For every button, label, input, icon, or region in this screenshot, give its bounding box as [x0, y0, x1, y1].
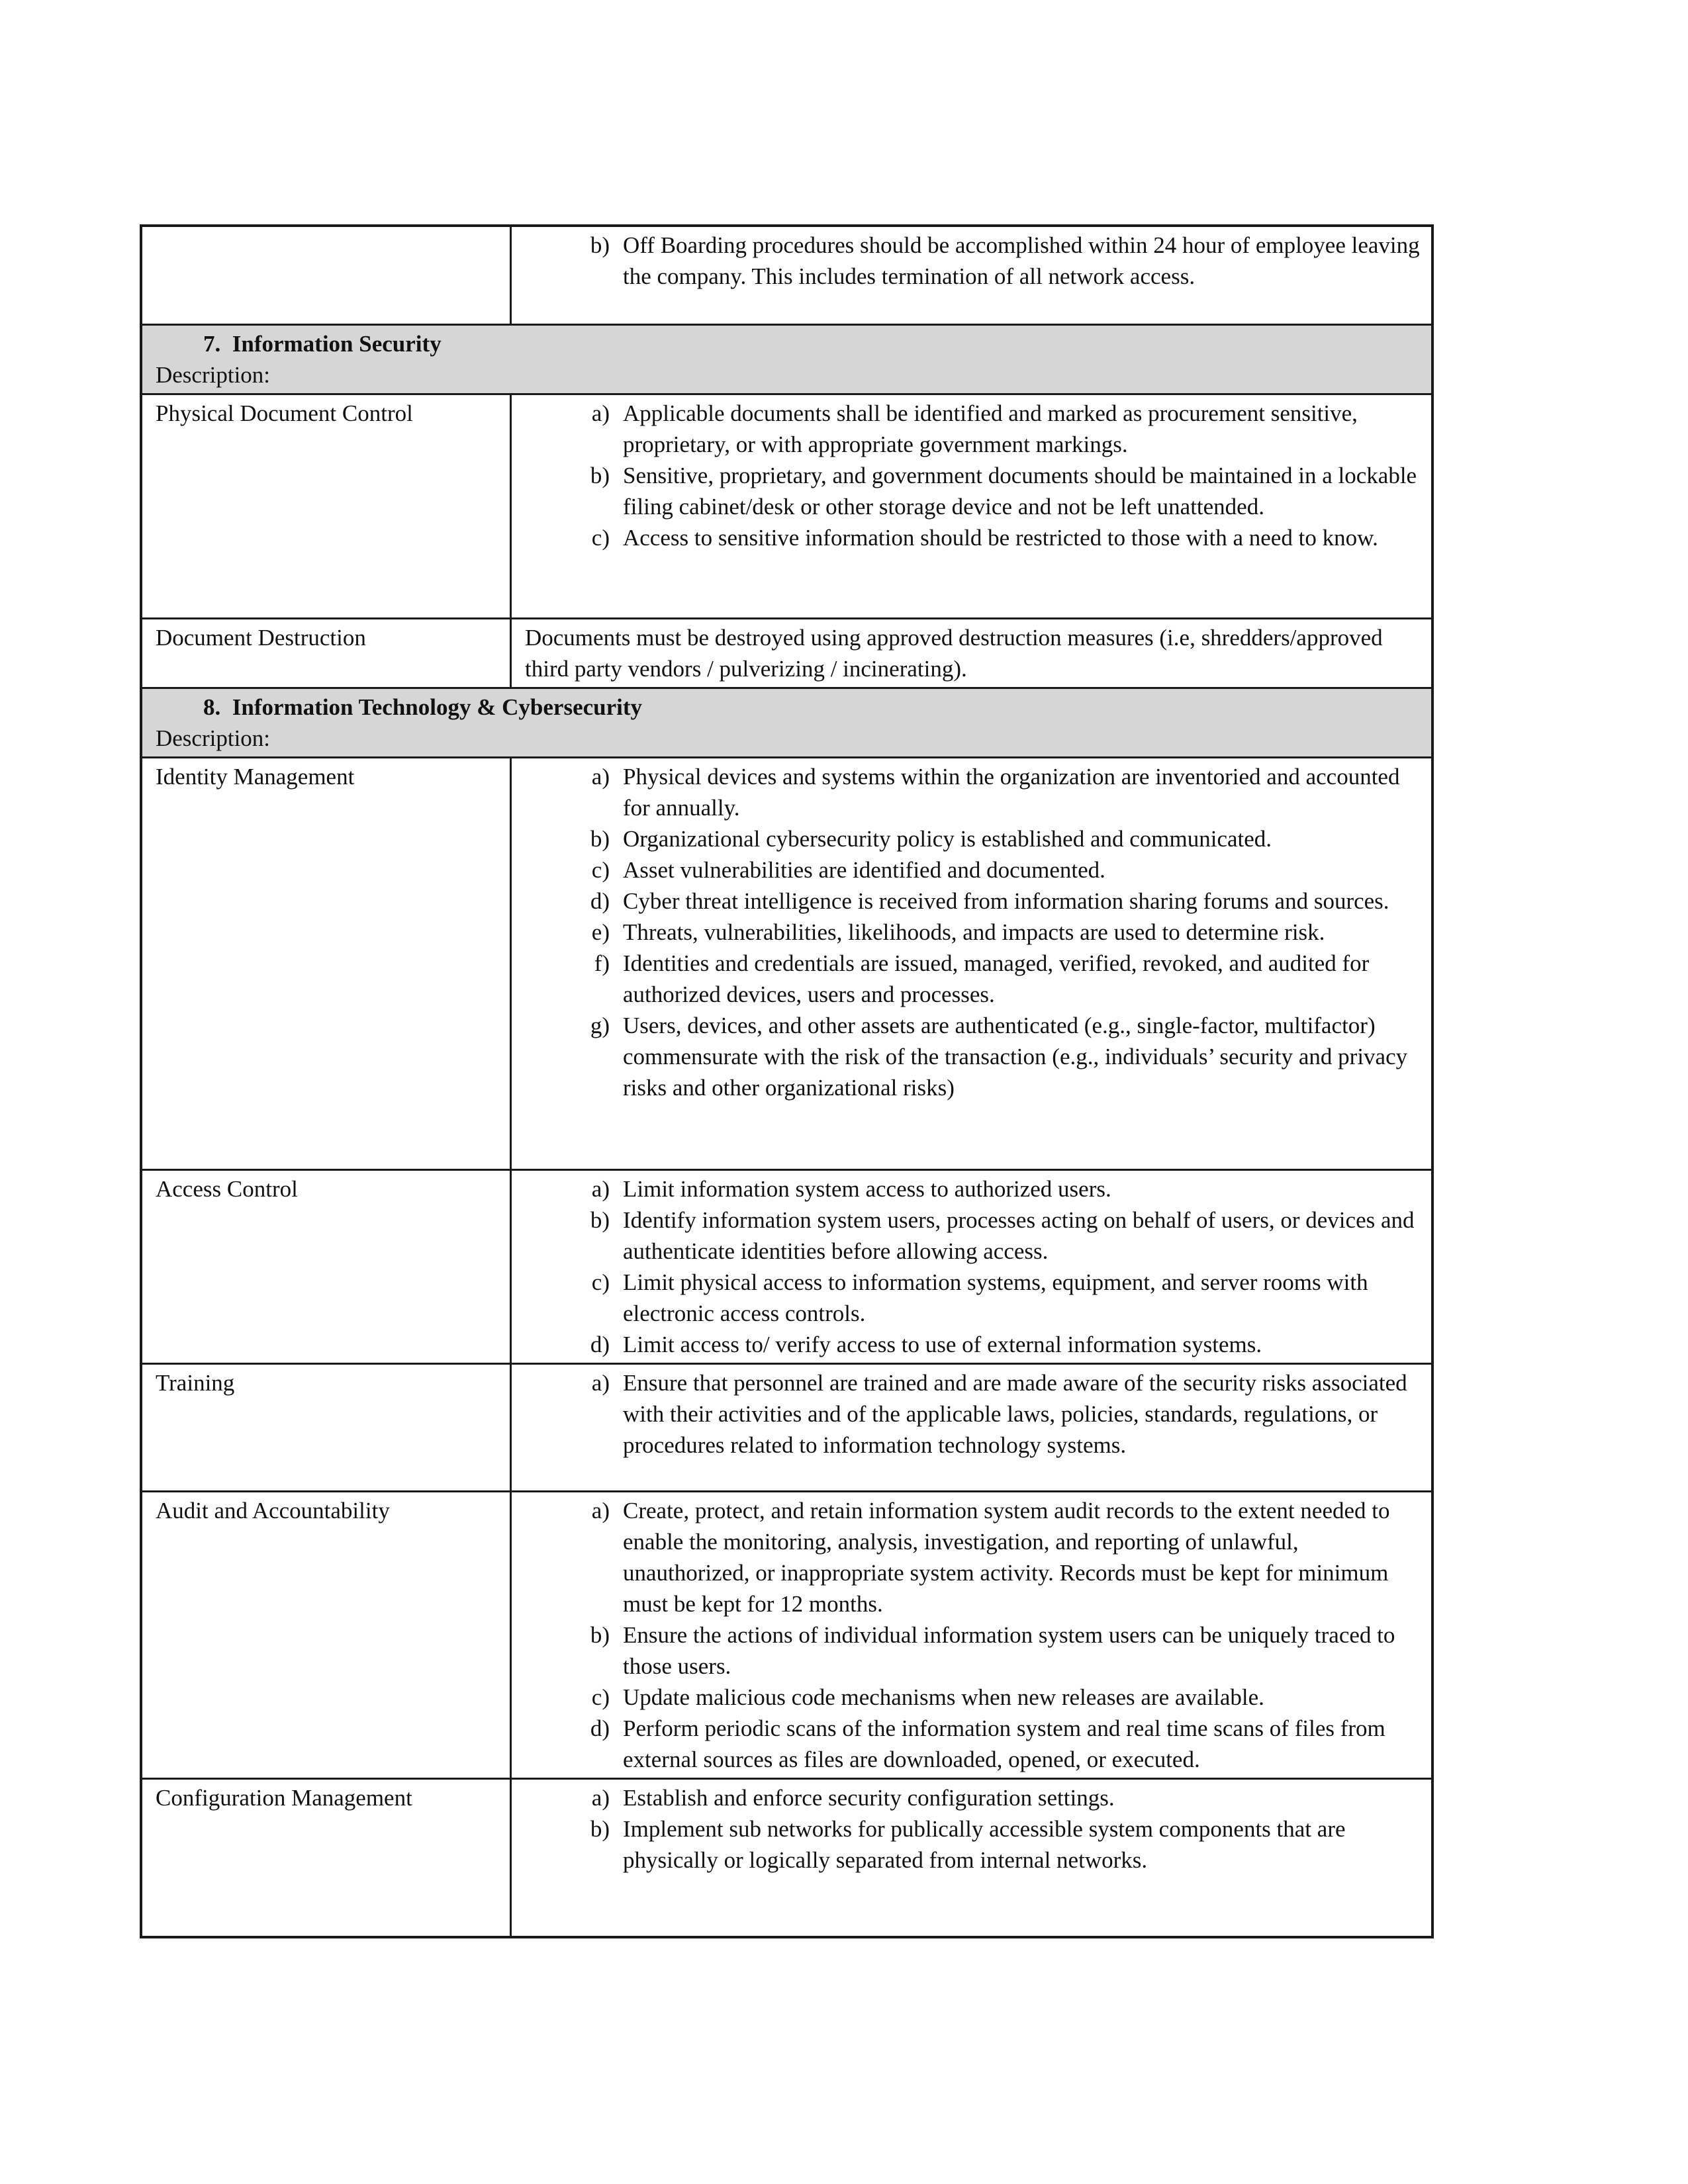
- section-header: [141, 688, 1432, 757]
- table-row: [141, 226, 1432, 324]
- item-text: Perform periodic scans of the information system and real time scans of files from external sources as files are downloaded, opened, or executed.: [623, 1715, 1385, 1772]
- item-list: [525, 230, 1421, 292]
- section-header-row: [141, 688, 1432, 757]
- row-label: Physical Document Control: [141, 394, 511, 618]
- item-text: Ensure that personnel are trained and are made aware of the security risks associated with their activities and of the applicable laws, policies, standards, regulations, or procedures related to information technology systems.: [623, 1369, 1407, 1458]
- item-text: Physical devices and systems within the organization are inventoried and accounted for annually.: [623, 763, 1400, 821]
- item-letter: g): [590, 1012, 610, 1038]
- row-label: Access Control: [141, 1169, 511, 1363]
- list-item: [525, 522, 1421, 553]
- item-letter: a): [591, 763, 610, 790]
- list-item: [525, 948, 1421, 1010]
- item-text: Asset vulnerabilities are identified and documented.: [623, 856, 1105, 883]
- list-item: [525, 1713, 1421, 1775]
- item-list: [525, 1173, 1421, 1360]
- list-item: [525, 1329, 1421, 1360]
- item-text: Users, devices, and other assets are authenticated (e.g., single-factor, multifactor) commensurate with the risk of the transaction (e.g., individuals’ security and privacy risks and other organizational risks): [623, 1012, 1408, 1101]
- list-item: [525, 1682, 1421, 1713]
- list-item: [525, 1813, 1421, 1876]
- item-letter: c): [591, 856, 610, 883]
- table-row: [141, 1491, 1432, 1778]
- row-content-text: Documents must be destroyed using approved destruction measures (i.e, shredders/approved third party vendors / pulverizing / incinerating).: [511, 618, 1433, 688]
- section-title: 7. Information Security: [203, 330, 442, 357]
- item-letter: d): [590, 887, 610, 914]
- section-description-label: Description:: [156, 361, 271, 388]
- item-letter: d): [590, 1331, 610, 1357]
- section-description-label: Description:: [156, 725, 271, 751]
- item-text: Ensure the actions of individual information system users can be uniquely traced to those users.: [623, 1621, 1395, 1679]
- row-label: Audit and Accountability: [141, 1491, 511, 1778]
- item-list: [525, 1495, 1421, 1775]
- item-list: [525, 1367, 1421, 1461]
- item-letter: e): [591, 919, 610, 945]
- item-text: Off Boarding procedures should be accomplished within 24 hour of employee leaving the company. This includes termination of all network access.: [623, 232, 1420, 289]
- item-letter: b): [590, 825, 610, 852]
- item-text: Update malicious code mechanisms when new releases are available.: [623, 1684, 1264, 1710]
- item-letter: a): [591, 1784, 610, 1811]
- list-item: [525, 1173, 1421, 1205]
- item-text: Sensitive, proprietary, and government documents should be maintained in a lockable filing cabinet/desk or other storage device and not be left unattended.: [623, 462, 1417, 520]
- item-text: Create, protect, and retain information system audit records to the extent needed to enable the monitoring, analysis, investigation, and reporting of unlawful, unauthorized, or inappropriate system activity. Records must be kept for minimum must be kept for 12 months.: [623, 1497, 1390, 1617]
- row-label: Identity Management: [141, 757, 511, 1169]
- item-letter: d): [590, 1715, 610, 1741]
- row-content: [511, 757, 1433, 1169]
- list-item: [525, 1495, 1421, 1619]
- item-letter: f): [594, 950, 610, 976]
- list-item: [525, 398, 1421, 460]
- row-label-empty: [141, 226, 511, 324]
- section-header: [141, 324, 1432, 394]
- list-item: [525, 1367, 1421, 1461]
- item-text: Establish and enforce security configuration settings.: [623, 1784, 1115, 1811]
- list-item: [525, 230, 1421, 292]
- item-letter: b): [590, 462, 610, 488]
- item-text: Access to sensitive information should be restricted to those with a need to know.: [623, 524, 1378, 551]
- row-content: [511, 394, 1433, 618]
- item-letter: a): [591, 1497, 610, 1524]
- section-title: 8. Information Technology & Cybersecurity: [203, 694, 643, 720]
- list-item: [525, 917, 1421, 948]
- item-letter: b): [590, 232, 610, 258]
- item-text: Limit physical access to information systems, equipment, and server rooms with electronic access controls.: [623, 1269, 1368, 1326]
- policy-table: [140, 224, 1434, 1938]
- row-label: Configuration Management: [141, 1778, 511, 1937]
- item-letter: c): [591, 524, 610, 551]
- item-letter: a): [591, 1175, 610, 1202]
- item-letter: a): [591, 400, 610, 426]
- item-text: Cyber threat intelligence is received from information sharing forums and sources.: [623, 887, 1389, 914]
- item-text: Limit information system access to authorized users.: [623, 1175, 1111, 1202]
- list-item: [525, 1205, 1421, 1267]
- table-row: [141, 1363, 1432, 1491]
- item-text: Identities and credentials are issued, managed, verified, revoked, and audited for authorized devices, users and processes.: [623, 950, 1370, 1007]
- item-letter: c): [591, 1269, 610, 1295]
- item-text: Identify information system users, processes acting on behalf of users, or devices and authenticate identities before allowing access.: [623, 1206, 1415, 1264]
- item-text: Applicable documents shall be identified and marked as procurement sensitive, proprietary, or with appropriate government markings.: [623, 400, 1358, 457]
- row-content: [511, 1491, 1433, 1778]
- item-list: [525, 761, 1421, 1103]
- list-item: [525, 460, 1421, 522]
- row-content: [511, 1169, 1433, 1363]
- list-item: [525, 1782, 1421, 1813]
- list-item: [525, 854, 1421, 886]
- list-item: [525, 886, 1421, 917]
- row-label: Training: [141, 1363, 511, 1491]
- row-content: [511, 1363, 1433, 1491]
- row-content: [511, 1778, 1433, 1937]
- item-letter: b): [590, 1815, 610, 1842]
- table-row: [141, 757, 1432, 1169]
- item-letter: b): [590, 1621, 610, 1648]
- section-header-row: [141, 324, 1432, 394]
- row-content: [511, 226, 1433, 324]
- item-list: [525, 1782, 1421, 1876]
- item-list: [525, 398, 1421, 553]
- table-row: [141, 1778, 1432, 1937]
- table-row: [141, 1169, 1432, 1363]
- item-letter: b): [590, 1206, 610, 1233]
- list-item: [525, 1010, 1421, 1103]
- item-letter: a): [591, 1369, 610, 1396]
- item-text: Threats, vulnerabilities, likelihoods, and impacts are used to determine risk.: [623, 919, 1325, 945]
- item-text: Organizational cybersecurity policy is established and communicated.: [623, 825, 1272, 852]
- list-item: [525, 1619, 1421, 1682]
- list-item: [525, 1267, 1421, 1329]
- list-item: [525, 823, 1421, 854]
- list-item: [525, 761, 1421, 823]
- table-row: [141, 394, 1432, 618]
- item-text: Implement sub networks for publically accessible system components that are physically or logically separated from internal networks.: [623, 1815, 1346, 1873]
- table-row: [141, 618, 1432, 688]
- row-label: Document Destruction: [141, 618, 511, 688]
- item-letter: c): [591, 1684, 610, 1710]
- item-text: Limit access to/ verify access to use of external information systems.: [623, 1331, 1262, 1357]
